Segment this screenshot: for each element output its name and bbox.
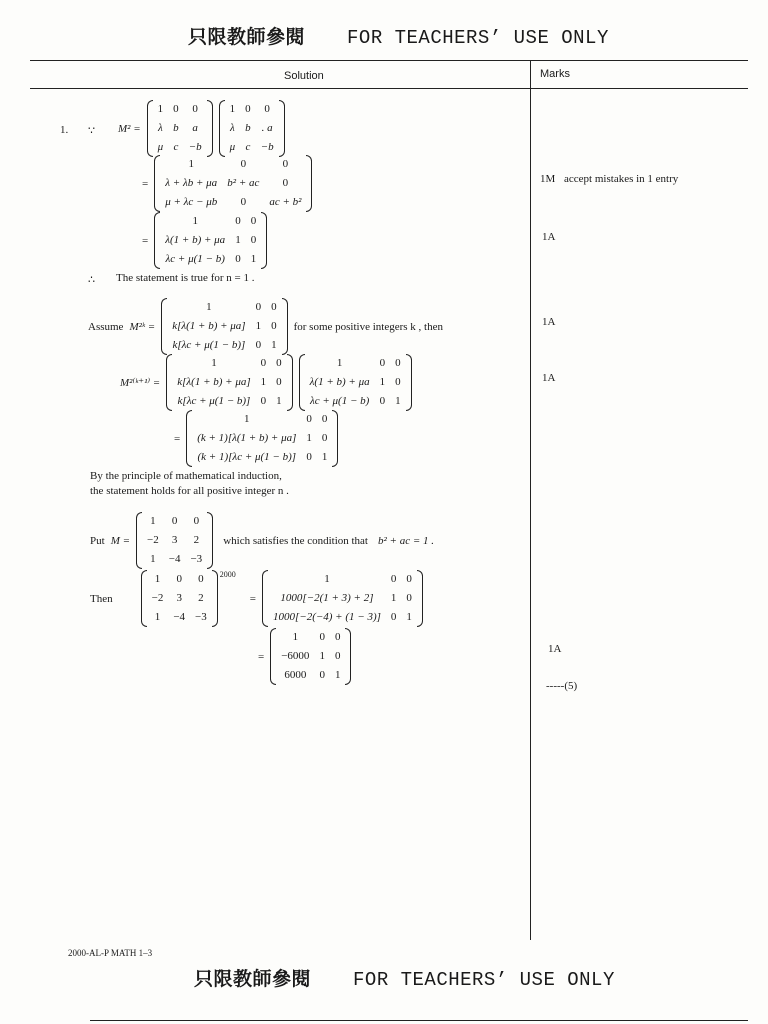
matrix-row [276, 628, 345, 647]
equals-sign: = [174, 432, 181, 445]
matrix-row [305, 373, 406, 392]
matrix-entry: 0 [306, 413, 312, 425]
matrix-entry: 1 [150, 515, 156, 527]
mark-1m-label: 1M [540, 173, 556, 185]
matrix-row [172, 354, 286, 373]
matrix-row [142, 531, 207, 550]
step1-row [118, 100, 285, 157]
matrix-entry: b [245, 122, 251, 134]
matrix-entry: 1 [154, 611, 161, 623]
inductive-result-row [174, 410, 338, 467]
matrix-entries [192, 410, 332, 467]
matrix-entry: 0 [240, 196, 247, 208]
top-banner [188, 22, 609, 49]
matrix-row [160, 250, 261, 269]
matrix-entry: 0 [390, 573, 397, 585]
matrix-entry: k[λc + μ(1 − b)] [172, 339, 246, 351]
matrix-entry: 0 [250, 215, 257, 227]
matrix-row [268, 570, 417, 589]
step3-row [142, 212, 267, 269]
inductive-lhs: M²⁽ᵏ⁺¹⁾ = [120, 377, 161, 389]
matrix-row [192, 448, 332, 467]
matrix-entry: 0 [260, 357, 267, 369]
matrix-entries [160, 212, 261, 269]
matrix-entries [276, 628, 345, 685]
marks-column-divider [530, 60, 531, 940]
statement-true-n1: The statement is true for n = 1 . [116, 272, 255, 284]
matrix-entry: λc + μ(1 − b) [309, 395, 370, 407]
matrix-example-power-base [141, 570, 218, 627]
matrix-example-m [136, 512, 213, 569]
matrix-entry: 1 [406, 611, 412, 623]
put-lhs: M = [110, 534, 131, 547]
matrix-entry: 3 [176, 592, 182, 604]
matrix-entry: 0 [406, 592, 412, 604]
matrix-entry: 1 [244, 413, 250, 425]
matrix-row [305, 354, 406, 373]
matrix-entry: μ + λc − μb [165, 196, 218, 208]
matrix-row [225, 119, 279, 138]
matrix-entry: 0 [245, 103, 251, 115]
matrix-entry: 0 [334, 631, 341, 643]
matrix-entry: 0 [271, 320, 277, 332]
matrix-entries [172, 354, 286, 411]
matrix-entries [305, 354, 406, 411]
matrix-entry: b² + ac [227, 177, 260, 189]
matrix-entry: 6000 [284, 669, 307, 681]
matrix-m-squared-expanded [154, 155, 312, 212]
matrix-entry: 0 [282, 177, 289, 189]
assume-text: for some positive integers k , then [293, 320, 443, 333]
matrix-entry: 2 [198, 592, 204, 604]
matrix-entry: k[λ(1 + b) + μa] [172, 320, 246, 332]
matrix-entry: 1 [250, 253, 257, 265]
matrix-entry: 0 [306, 451, 312, 463]
matrix-m-right [219, 100, 285, 157]
matrix-entry: 1 [334, 669, 341, 681]
matrix-entry: 0 [282, 158, 289, 170]
matrix-row [167, 336, 281, 355]
banner-cjk: 只限教師參閱 [188, 26, 306, 48]
bracket-right [345, 628, 351, 685]
matrix-entry: 1000[−2(1 + 3) + 2] [280, 592, 374, 604]
matrix-entry: 1 [379, 376, 386, 388]
bottom-banner [194, 964, 615, 991]
matrix-entry: 0 [395, 357, 401, 369]
matrix-entry: 0 [406, 573, 412, 585]
matrix-row [147, 589, 212, 608]
matrix-entry: −2 [151, 592, 164, 604]
matrix-row [147, 608, 212, 627]
matrix-entries [167, 298, 281, 355]
bracket-right [406, 354, 412, 411]
equals-sign: = [142, 177, 149, 190]
step1-lhs: M² = [118, 122, 141, 135]
mark-1a-step3: 1A [542, 231, 556, 243]
matrix-example-power-result [270, 628, 351, 685]
matrix-row [276, 666, 345, 685]
matrix-entry: −3 [195, 611, 207, 623]
matrix-entry: λ + λb + μa [165, 177, 218, 189]
bracket-right [279, 100, 285, 157]
matrix-entry: ac + b² [269, 196, 302, 208]
matrix-inductive-result [186, 410, 338, 467]
matrix-entry: 1 [150, 553, 156, 565]
matrix-entry: 0 [240, 158, 247, 170]
bracket-right [207, 100, 213, 157]
banner-english: FOR TEACHERS’ USE ONLY [353, 969, 615, 991]
question-number: 1. [60, 124, 69, 136]
matrix-entry: μ [157, 141, 164, 153]
mark-1m [540, 173, 678, 185]
matrix-entry: 0 [235, 215, 241, 227]
matrix-entry: 0 [319, 669, 325, 681]
matrix-entry: −4 [168, 553, 181, 565]
matrix-entry: 0 [379, 395, 386, 407]
matrix-entry: c [245, 141, 251, 153]
matrix-row [153, 100, 207, 119]
matrix-entry: 0 [255, 339, 262, 351]
matrix-entry: 1 [306, 432, 312, 444]
because-symbol: ∵ [88, 125, 95, 137]
matrix-m-squared-simplified [154, 212, 267, 269]
inductive-row [120, 354, 412, 411]
matrix-entry: 1 [192, 215, 198, 227]
matrix-entry: 0 [192, 103, 198, 115]
matrix-entry: −4 [173, 611, 186, 623]
matrix-entry: −3 [190, 553, 203, 565]
matrix-entry: 1 [235, 234, 241, 246]
matrix-row [268, 608, 417, 627]
matrix-entry: 0 [171, 515, 178, 527]
matrix-entry: 0 [395, 376, 401, 388]
matrix-entry: 0 [255, 301, 262, 313]
matrix-row [167, 317, 281, 336]
matrix-entry: 0 [379, 357, 386, 369]
step2-row [142, 155, 312, 212]
matrix-entry: 1 [395, 395, 401, 407]
matrix-entry: 1 [390, 592, 397, 604]
matrix-row [160, 212, 261, 231]
bracket-right [261, 212, 267, 269]
matrix-row [142, 512, 207, 531]
matrix-row [160, 174, 306, 193]
matrix-row [153, 119, 207, 138]
then-row [90, 570, 423, 627]
banner-english: FOR TEACHERS’ USE ONLY [347, 27, 609, 49]
matrix-entry: 0 [176, 573, 182, 585]
matrix-row [305, 392, 406, 411]
power-exponent: 2000 [219, 570, 236, 579]
matrix-entry: 0 [271, 301, 277, 313]
matrix-entry: 1 [188, 158, 194, 170]
matrix-entries [268, 570, 417, 627]
matrix-entry: −b [188, 141, 202, 153]
bracket-right [306, 155, 312, 212]
matrix-example-power-expanded [262, 570, 423, 627]
matrix-entry: −b [260, 141, 274, 153]
matrix-entry: 1 [211, 357, 217, 369]
equals-sign: = [142, 234, 149, 247]
matrix-entry: 0 [235, 253, 241, 265]
matrix-entry: μ [229, 141, 236, 153]
put-label: Put [90, 534, 105, 547]
matrix-entry: 3 [171, 534, 178, 546]
matrix-entry: 0 [264, 103, 270, 115]
matrix-entry: −2 [147, 534, 159, 546]
therefore-symbol: ∴ [88, 274, 95, 286]
equals-sign: = [258, 650, 265, 663]
footer-rule [90, 1020, 748, 1021]
marks-header: Marks [540, 68, 570, 80]
bracket-right [212, 570, 218, 627]
matrix-entry: 0 [321, 432, 328, 444]
matrix-entry: 0 [250, 234, 257, 246]
matrix-entry: 0 [276, 376, 282, 388]
assume-label: Assume [88, 320, 124, 333]
matrix-m-left [147, 100, 213, 157]
matrix-entry: (k + 1)[λc + μ(1 − b)] [197, 451, 297, 463]
matrix-row [160, 231, 261, 250]
bracket-right [287, 354, 293, 411]
then-label: Then [90, 592, 113, 605]
mark-1m-note: accept mistakes in 1 entry [564, 173, 679, 185]
matrix-entry: 2 [193, 534, 200, 546]
matrix-entry: 0 [173, 103, 179, 115]
conclusion-line-2: the statement holds for all positive integer n . [90, 485, 289, 497]
put-text: which satisfies the condition that [223, 534, 368, 547]
solution-header: Solution [284, 70, 324, 82]
matrix-assumption [161, 298, 287, 355]
matrix-entry: a [192, 122, 198, 134]
matrix-entry: 1 [336, 357, 343, 369]
matrix-entry: 0 [334, 650, 341, 662]
matrix-entry: . a [261, 122, 273, 134]
matrix-entry: c [173, 141, 179, 153]
matrix-row [160, 193, 306, 212]
matrix-entry: 1 [324, 573, 330, 585]
matrix-entry: 0 [390, 611, 397, 623]
bracket-right [207, 512, 213, 569]
matrix-entries [142, 512, 207, 569]
paper-code: 2000-AL-P MATH 1–3 [68, 948, 153, 958]
matrix-inductive-a [166, 354, 292, 411]
header-top-rule [30, 60, 748, 61]
matrix-row [192, 410, 332, 429]
matrix-entry: 1 [321, 451, 328, 463]
matrix-row [147, 570, 212, 589]
matrix-entry: 1 [154, 573, 161, 585]
matrix-entry: 1 [319, 650, 325, 662]
matrix-entry: λ [229, 122, 235, 134]
matrix-row [192, 429, 332, 448]
matrix-row [268, 589, 417, 608]
matrix-entry: λ [158, 122, 163, 134]
matrix-entry: 1 [229, 103, 236, 115]
final-row [258, 628, 351, 685]
matrix-entries [225, 100, 279, 157]
matrix-entry: λ(1 + b) + μa [165, 234, 226, 246]
banner-cjk: 只限教師參閱 [194, 968, 312, 990]
matrix-entry: b [173, 122, 179, 134]
mark-1a-assume: 1A [542, 316, 556, 328]
matrix-entry: 1 [292, 631, 299, 643]
matrix-row [172, 392, 286, 411]
matrix-entry: 1000[−2(−4) + (1 − 3)] [272, 611, 381, 623]
matrix-entry: 1 [276, 395, 282, 407]
matrix-entry: k[λc + μ(1 − b)] [177, 395, 251, 407]
bracket-right [417, 570, 423, 627]
matrix-entry: 1 [260, 376, 267, 388]
bracket-right [282, 298, 288, 355]
matrix-entries [153, 100, 207, 157]
matrix-entry: 1 [255, 320, 262, 332]
matrix-row [276, 647, 345, 666]
equals-sign: = [249, 592, 256, 605]
matrix-row [225, 100, 279, 119]
matrix-entry: 0 [276, 357, 282, 369]
conclusion-line-1: By the principle of mathematical induction, [90, 470, 282, 482]
matrix-row [160, 155, 306, 174]
matrix-entries [160, 155, 306, 212]
matrix-row [142, 550, 207, 569]
matrix-entry: k[λ(1 + b) + μa] [177, 376, 251, 388]
matrix-inductive-b [299, 354, 412, 411]
header-bottom-rule [30, 88, 748, 89]
mark-total: -----(5) [546, 680, 578, 692]
matrix-entry: (k + 1)[λ(1 + b) + μa] [197, 432, 297, 444]
assume-lhs: M²ᵏ = [129, 320, 156, 333]
mark-1a-inductive: 1A [542, 372, 556, 384]
matrix-entry: −6000 [281, 650, 310, 662]
put-condition: b² + ac = 1 . [378, 534, 435, 547]
matrix-entry: 0 [321, 413, 328, 425]
matrix-entry: 1 [206, 301, 212, 313]
matrix-entry: λ(1 + b) + μa [309, 376, 370, 388]
matrix-row [172, 373, 286, 392]
put-row [90, 512, 434, 569]
matrix-entry: λc + μ(1 − b) [165, 253, 225, 265]
bracket-right [332, 410, 338, 467]
matrix-entry: 0 [198, 573, 204, 585]
matrix-entry: 0 [193, 515, 200, 527]
mark-1a-final: 1A [548, 643, 562, 655]
assume-row [88, 298, 443, 355]
matrix-entry: 1 [157, 103, 164, 115]
matrix-entry: 0 [319, 631, 325, 643]
matrix-entry: 0 [260, 395, 267, 407]
matrix-entries [147, 570, 212, 627]
matrix-entry: 1 [271, 339, 277, 351]
matrix-row [167, 298, 281, 317]
